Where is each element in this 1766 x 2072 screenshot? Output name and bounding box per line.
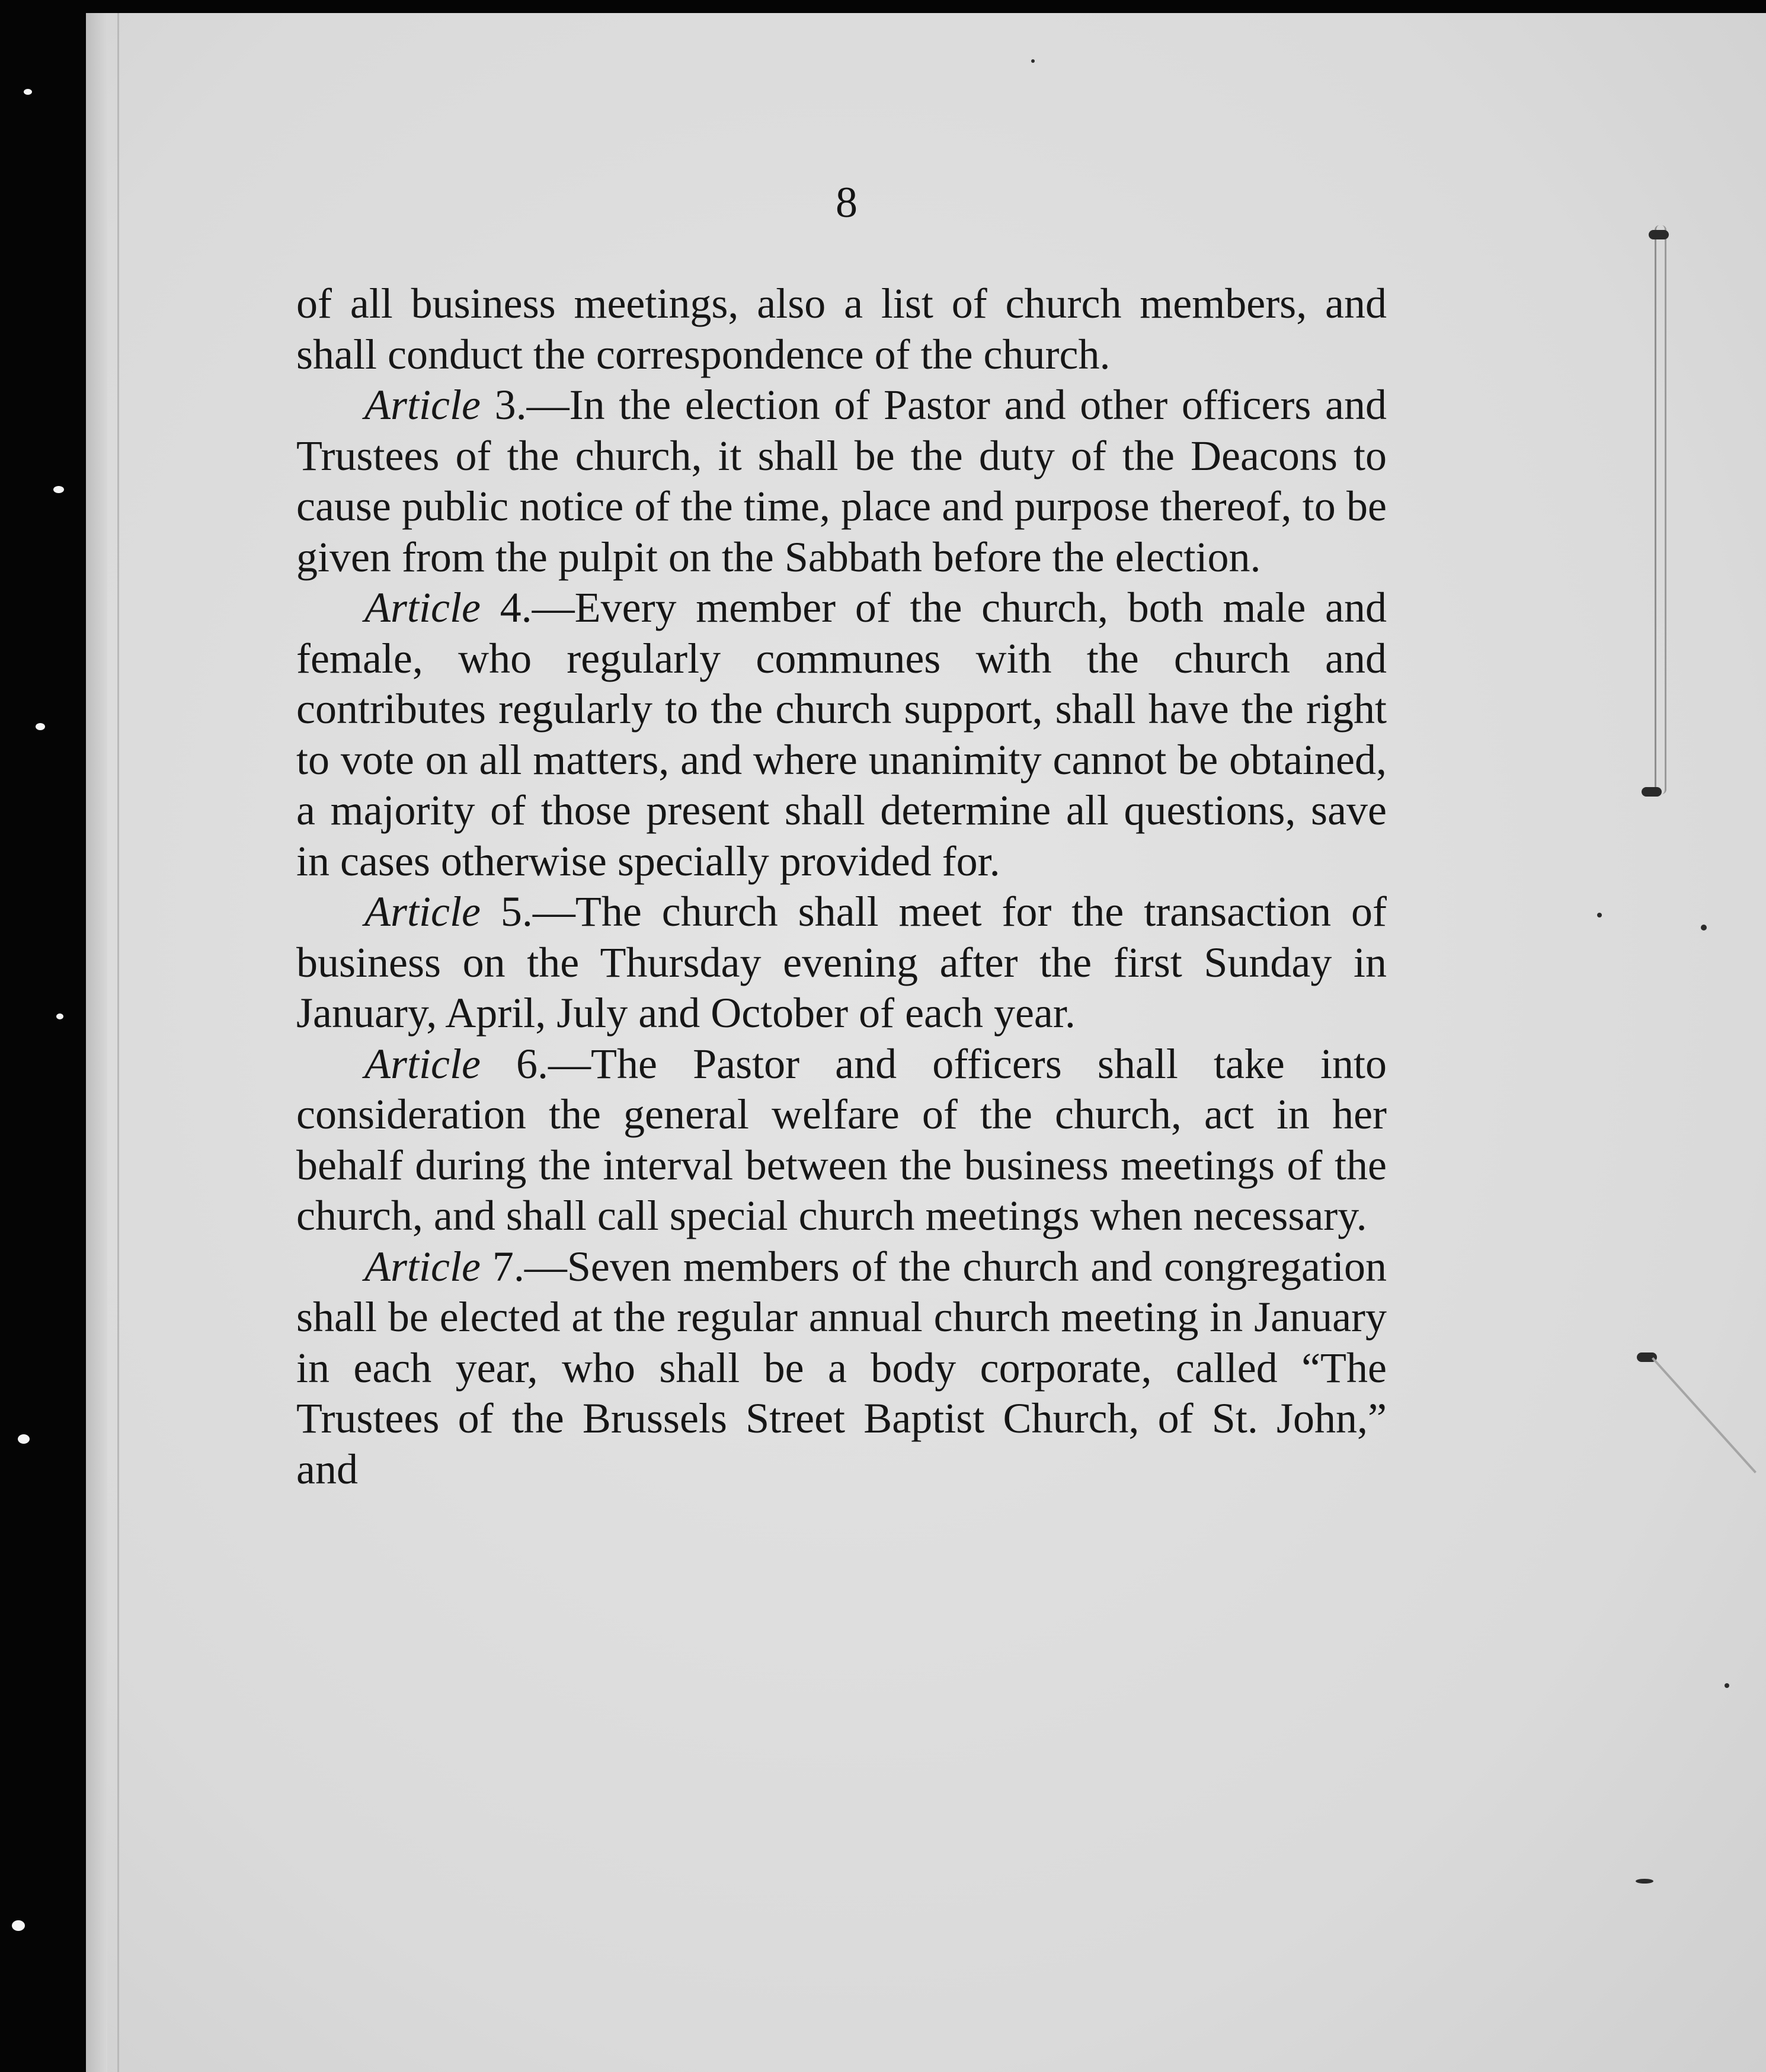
article-text: 6.—The Pastor and officers shall take into consideration the general welfare of the church, act in her behalf during the interval between the business meetings of the church, and shall call special church meetings when necessary. <box>296 1040 1387 1239</box>
scan-speck <box>24 89 32 95</box>
thread-knot <box>1642 787 1662 797</box>
article-label: Article <box>364 1040 481 1088</box>
article-6-paragraph <box>296 1039 1387 1242</box>
binding-thread <box>1655 225 1666 794</box>
article-label: Article <box>364 584 481 631</box>
article-7-paragraph <box>296 1242 1387 1495</box>
scan-speck <box>1636 1879 1653 1884</box>
scan-speck <box>1725 1683 1729 1688</box>
article-5-paragraph <box>296 887 1387 1039</box>
scan-speck <box>53 486 64 493</box>
article-3-paragraph <box>296 380 1387 583</box>
scan-speck <box>1701 925 1707 931</box>
article-4-paragraph <box>296 583 1387 887</box>
article-text: 3.—In the election of Pastor and other officers and Trustees of the church, it shall be the duty of the Deacons to cause public notice of the time, place and purpose thereof, to be given from the pulpit on the Sabbath before the election. <box>296 381 1387 581</box>
scan-speck <box>1597 913 1602 917</box>
paragraph-text: of all business meetings, also a list of church members, and shall conduct the correspondence of the church. <box>296 280 1387 378</box>
scan-speck <box>36 723 45 730</box>
article-text: 4.—Every member of the church, both male and female, who regularly communes with the church and contributes regularly to the church support, shall have the right to vote on all matters, and where unanimity cannot be obtained, a majority of those present shall determine all questions, save in cases otherwise specially provided for. <box>296 584 1387 885</box>
article-label: Article <box>364 1242 481 1290</box>
scan-speck <box>12 1920 25 1931</box>
page-number: 8 <box>836 178 858 227</box>
binding-line <box>117 13 119 2072</box>
binding-edge <box>86 13 107 2072</box>
article-text: 5.—The church shall meet for the transaction of business on the Thursday evening after the first Sunday in January, April, July and October of each year. <box>296 888 1387 1037</box>
scan-speck <box>56 1013 63 1019</box>
body-text <box>296 279 1387 1495</box>
article-text: 7.—Seven members of the church and congregation shall be elected at the regular annual church meeting in January in each year, who shall be a body corporate, called “The Trustees of the Brussels Street Baptist Church, of St. John,” and <box>296 1242 1387 1493</box>
article-label: Article <box>364 888 481 935</box>
thread-knot <box>1649 230 1669 239</box>
scan-speck <box>1031 59 1035 63</box>
scan-speck <box>18 1434 30 1444</box>
paragraph-continuation <box>296 279 1387 380</box>
article-label: Article <box>364 381 481 429</box>
